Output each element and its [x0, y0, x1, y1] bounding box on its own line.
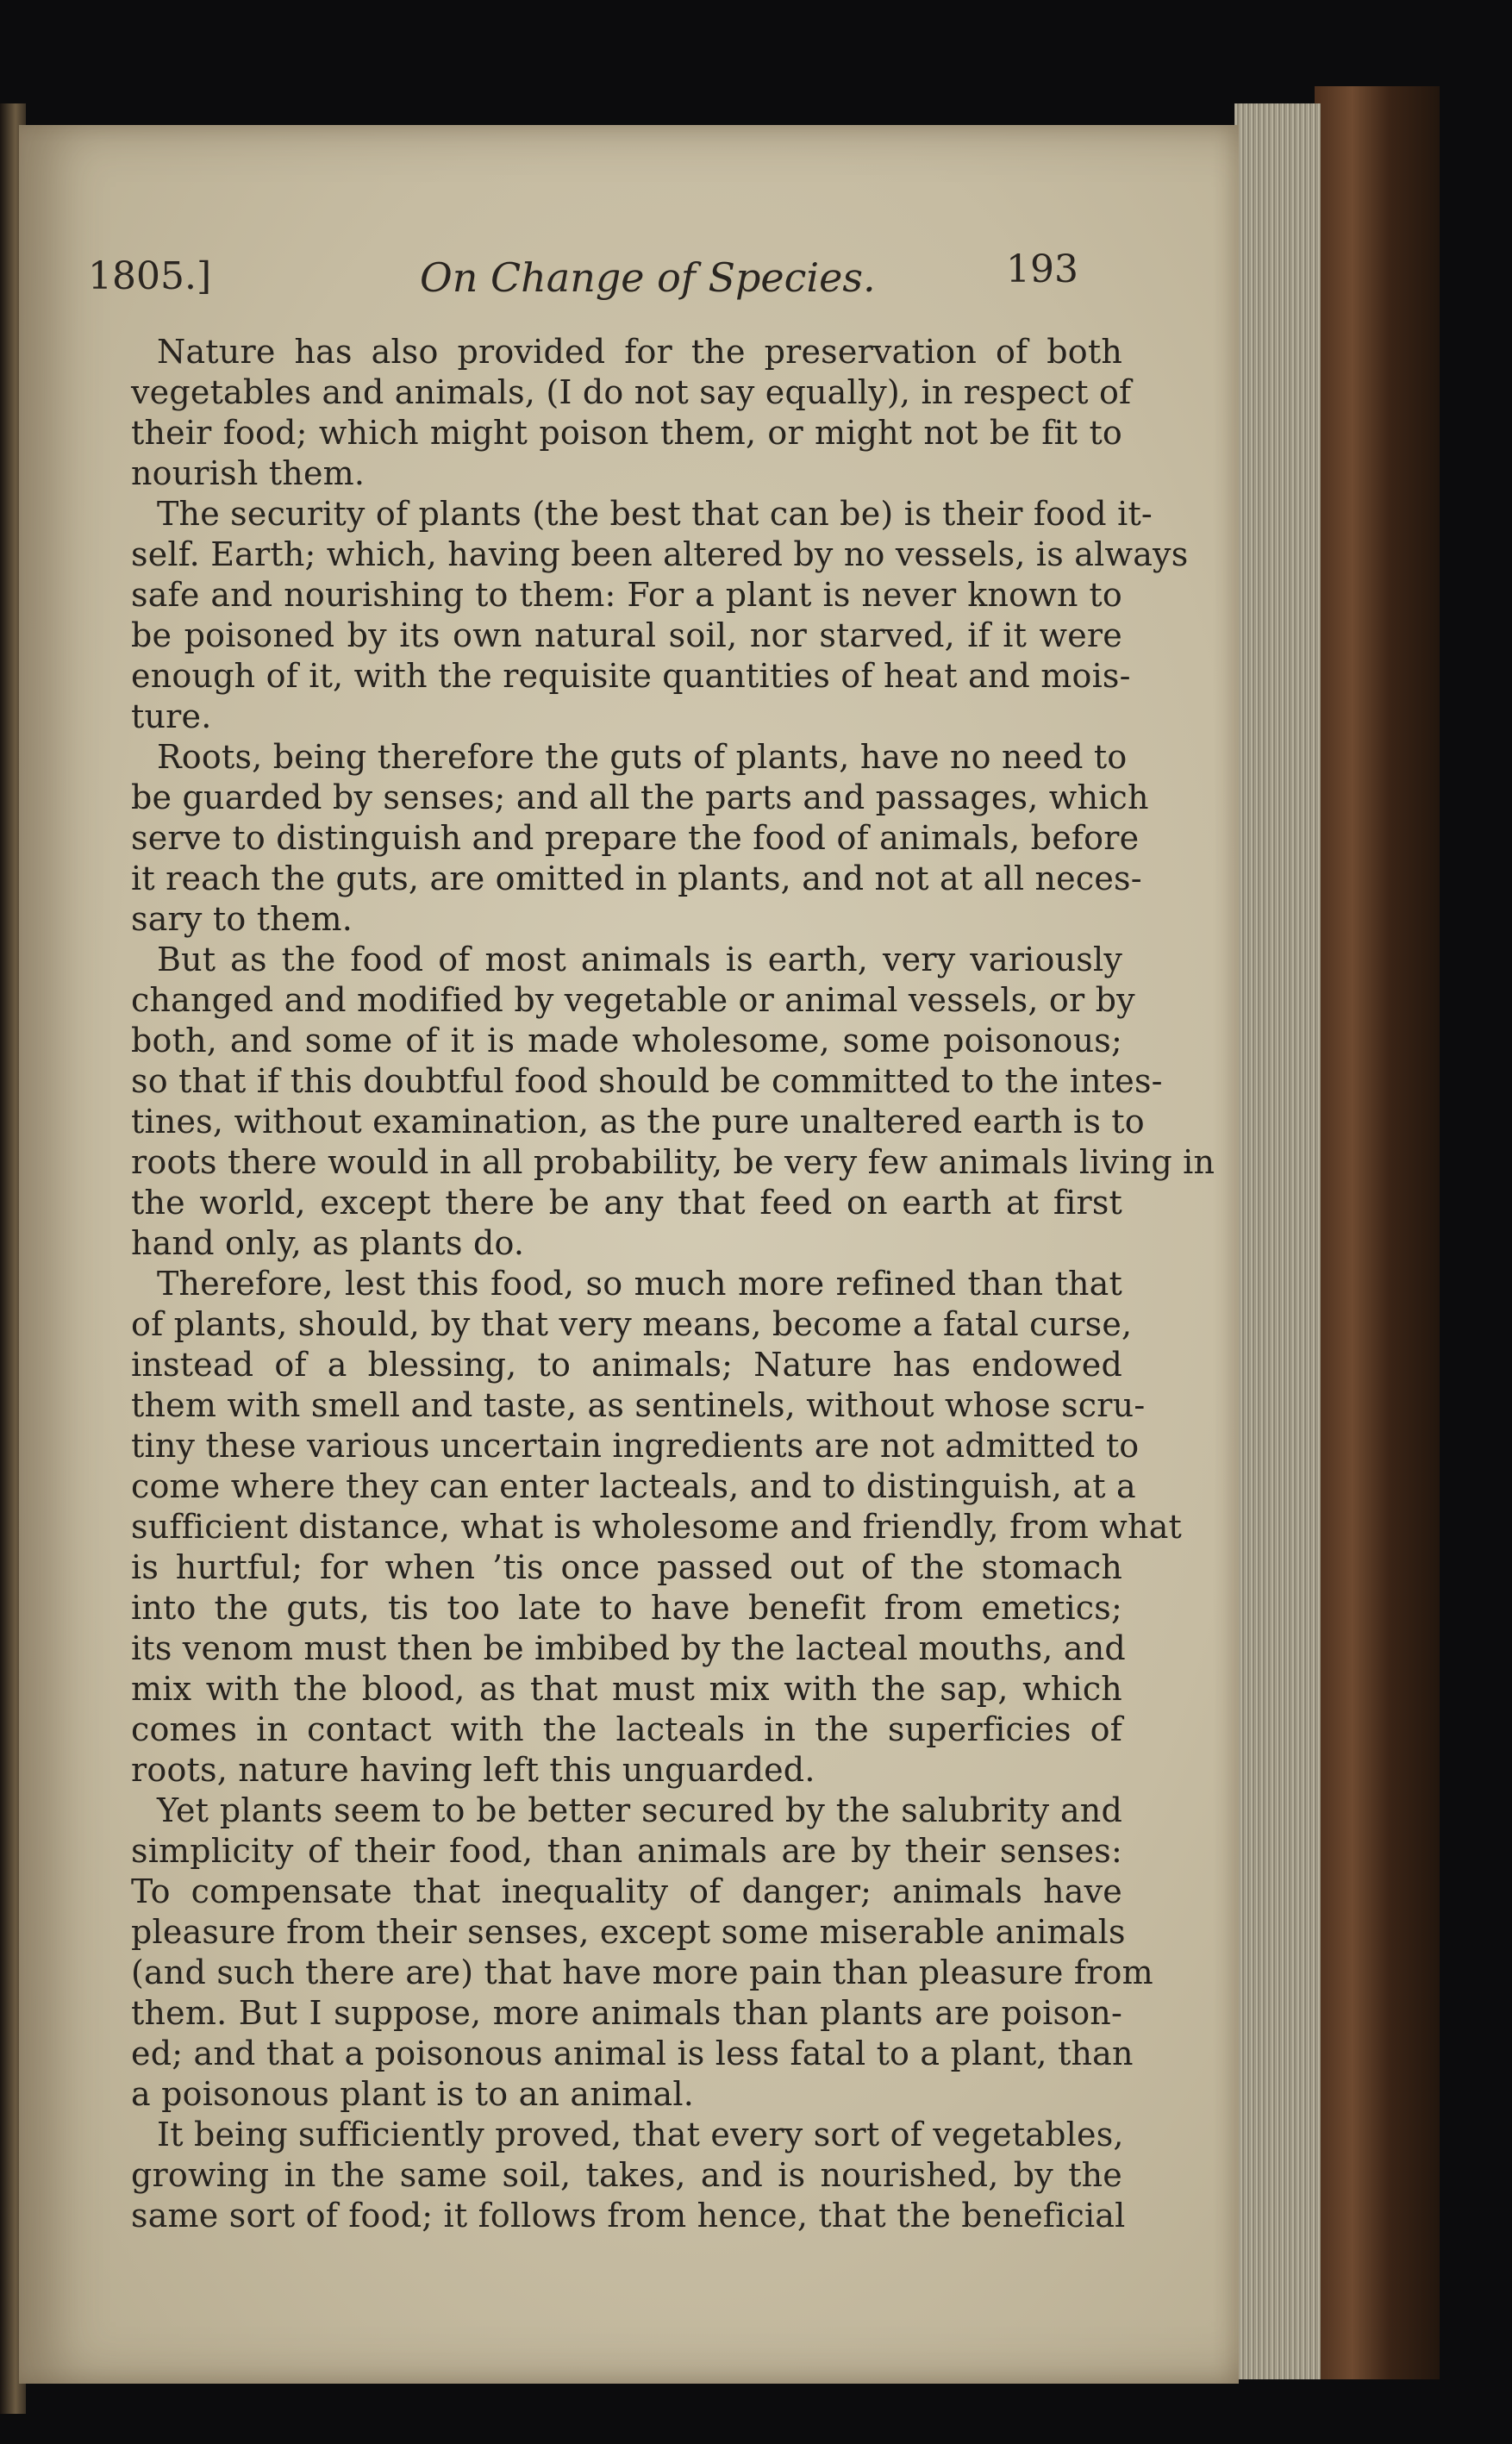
text-line: serve to distinguish and prepare the food of animals, before: [131, 819, 1140, 857]
text-line: be poisoned by its own natural soil, nor starved, if it were: [131, 616, 1122, 654]
page-number: 193: [1006, 247, 1078, 291]
text-line: nourish them.: [131, 454, 366, 492]
text-line: vegetables and animals, (I do not say equally), in respect of: [131, 373, 1132, 411]
text-line: But as the food of most animals is earth, very variously: [157, 941, 1122, 978]
text-line: a poisonous plant is to an animal.: [131, 2075, 695, 2113]
text-line: Yet plants seem to be better secured by the salubrity and: [157, 1791, 1122, 1829]
header-year: 1805.]: [88, 254, 212, 298]
text-line: mix with the blood, as that must mix with the sap, which: [131, 1670, 1122, 1708]
text-line: same sort of food; it follows from hence, that the beneficial: [131, 2197, 1126, 2235]
text-line: the world, except there be any that feed on earth at first: [131, 1184, 1122, 1222]
header-title: On Change of Species.: [420, 254, 876, 301]
text-line: tiny these various uncertain ingredients are not admitted to: [131, 1427, 1140, 1465]
text-line: its venom must then be imbibed by the lacteal mouths, and: [131, 1629, 1126, 1667]
text-line: both, and some of it is made wholesome, some poisonous;: [131, 1022, 1122, 1059]
text-line: Roots, being therefore the guts of plants, have no need to: [157, 738, 1128, 776]
text-line: Nature has also provided for the preservation of both: [157, 333, 1122, 371]
text-line: growing in the same soil, takes, and is nourished, by the: [131, 2156, 1122, 2194]
text-line: pleasure from their senses, except some miserable animals: [131, 1913, 1126, 1951]
text-line: self. Earth; which, having been altered by no vessels, is always: [131, 535, 1189, 573]
text-line: come where they can enter lacteals, and to distinguish, at a: [131, 1467, 1136, 1505]
text-line: tines, without examination, as the pure unaltered earth is to: [131, 1103, 1145, 1141]
page-stack-edge: [1234, 103, 1321, 2379]
text-line: sufficient distance, what is wholesome and friendly, from what: [131, 1508, 1183, 1546]
text-line: sary to them.: [131, 900, 353, 938]
text-line: into the guts, tis too late to have benefit from emetics;: [131, 1589, 1122, 1627]
text-line: ed; and that a poisonous animal is less fatal to a plant, than: [131, 2035, 1134, 2072]
text-line: roots, nature having left this unguarded.: [131, 1751, 815, 1789]
text-line: instead of a blessing, to animals; Nature has endowed: [131, 1346, 1122, 1384]
text-line: (and such there are) that have more pain than pleasure from: [131, 1953, 1153, 1991]
text-line: them. But I suppose, more animals than plants are poison-: [131, 1994, 1122, 2032]
text-line: simplicity of their food, than animals are by their senses:: [131, 1832, 1122, 1870]
text-line: To compensate that inequality of danger; animals have: [131, 1872, 1122, 1910]
running-header: [19, 247, 1239, 332]
text-line: hand only, as plants do.: [131, 1224, 525, 1262]
text-line: Therefore, lest this food, so much more refined than that: [157, 1265, 1122, 1303]
text-line: them with smell and taste, as sentinels, without whose scru-: [131, 1386, 1146, 1424]
text-line: safe and nourishing to them: For a plant is never known to: [131, 576, 1122, 614]
text-line: is hurtful; for when ’tis once passed out of the stomach: [131, 1548, 1122, 1586]
text-line: so that if this doubtful food should be committed to the intes-: [131, 1062, 1163, 1100]
text-line: The security of plants (the best that can be) is their food it-: [157, 495, 1153, 533]
body-text: [131, 332, 1215, 2236]
book-page: [19, 125, 1239, 2384]
text-line: changed and modified by vegetable or animal vessels, or by: [131, 981, 1135, 1019]
text-line: it reach the guts, are omitted in plants, and not at all neces-: [131, 859, 1142, 897]
text-line: of plants, should, by that very means, become a fatal curse,: [131, 1305, 1133, 1343]
text-line: be guarded by senses; and all the parts and passages, which: [131, 778, 1149, 816]
text-line: It being sufficiently proved, that every sort of vegetables,: [157, 2116, 1124, 2153]
text-line: comes in contact with the lacteals in the superficies of: [131, 1710, 1122, 1748]
text-line: roots there would in all probability, be very few animals living in: [131, 1143, 1215, 1181]
text-line: their food; which might poison them, or might not be fit to: [131, 414, 1122, 452]
text-line: ture.: [131, 697, 212, 735]
text-line: enough of it, with the requisite quantities of heat and mois-: [131, 657, 1131, 695]
book-cover: [1315, 86, 1440, 2379]
